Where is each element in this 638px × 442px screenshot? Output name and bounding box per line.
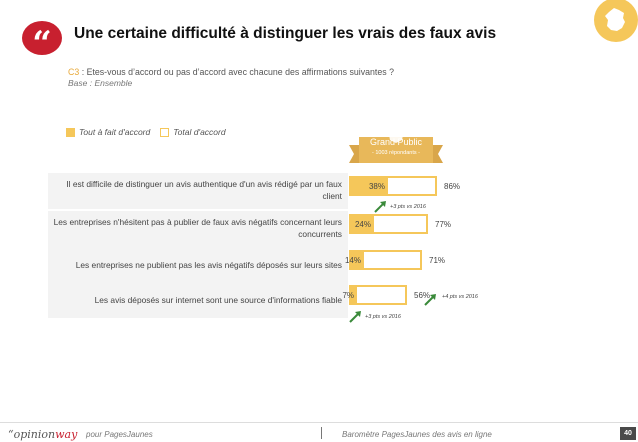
statement-label-1: Il est difficile de distinguer un avis authentique d'un avis rédigé par un faux client	[66, 179, 342, 201]
panel-title: Grand Public	[369, 137, 423, 147]
logo-suffix: way	[55, 428, 78, 441]
total-value-label-2: 77%	[435, 220, 452, 229]
footer-report-title: Baromètre PagesJaunes des avis en ligne	[342, 430, 492, 439]
opinionway-logo	[8, 428, 77, 441]
legend-label-outline: Total d'accord	[173, 127, 226, 137]
question-body: : Etes-vous d’accord ou pas d’accord avec chacune des affirmations suivantes ?	[79, 67, 394, 77]
page-title: Une certaine difficulté à distinguer les vrais des faux avis	[74, 25, 497, 42]
quote-logo-badge: “	[22, 21, 62, 55]
statement-label-3: Les entreprises ne publient pas les avis négatifs déposés sur leurs sites	[75, 260, 342, 270]
fill-value-label-4: 7%	[342, 291, 354, 300]
base-text: Base : Ensemble	[68, 78, 133, 88]
footer-divider	[0, 422, 638, 423]
evolution-label-1: +3 pts vs 2016	[390, 204, 426, 210]
fill-value-label-3: 14%	[344, 256, 361, 265]
statement-label-2: Les entreprises n'hésitent pas à publier de faux avis négatifs concernant leurs concurrents	[53, 217, 342, 239]
page-number: 40	[620, 427, 636, 440]
legend-label-fill: Tout à fait d'accord	[79, 127, 151, 137]
statement-label-4: Les avis déposés sur internet sont une source d'informations fiable	[94, 295, 342, 305]
evolution-label-3: +4 pts vs 2016	[442, 294, 478, 300]
total-value-label-3: 71%	[429, 256, 446, 265]
total-bar-4	[350, 286, 406, 304]
fill-value-label-2: 24%	[354, 220, 371, 229]
footer-separator	[321, 427, 322, 439]
evolution-label-2: +3 pts vs 2016	[365, 314, 401, 320]
logo-prefix: “opinion	[8, 428, 56, 441]
total-value-label-1: 86%	[444, 182, 461, 191]
panel-subtitle: - 1003 répondants -	[371, 150, 420, 156]
fill-value-label-1: 38%	[368, 182, 385, 191]
question-code: C3	[68, 67, 80, 77]
footer-client: pour PagesJaunes	[86, 430, 153, 439]
total-value-label-4: 56%	[414, 291, 431, 300]
